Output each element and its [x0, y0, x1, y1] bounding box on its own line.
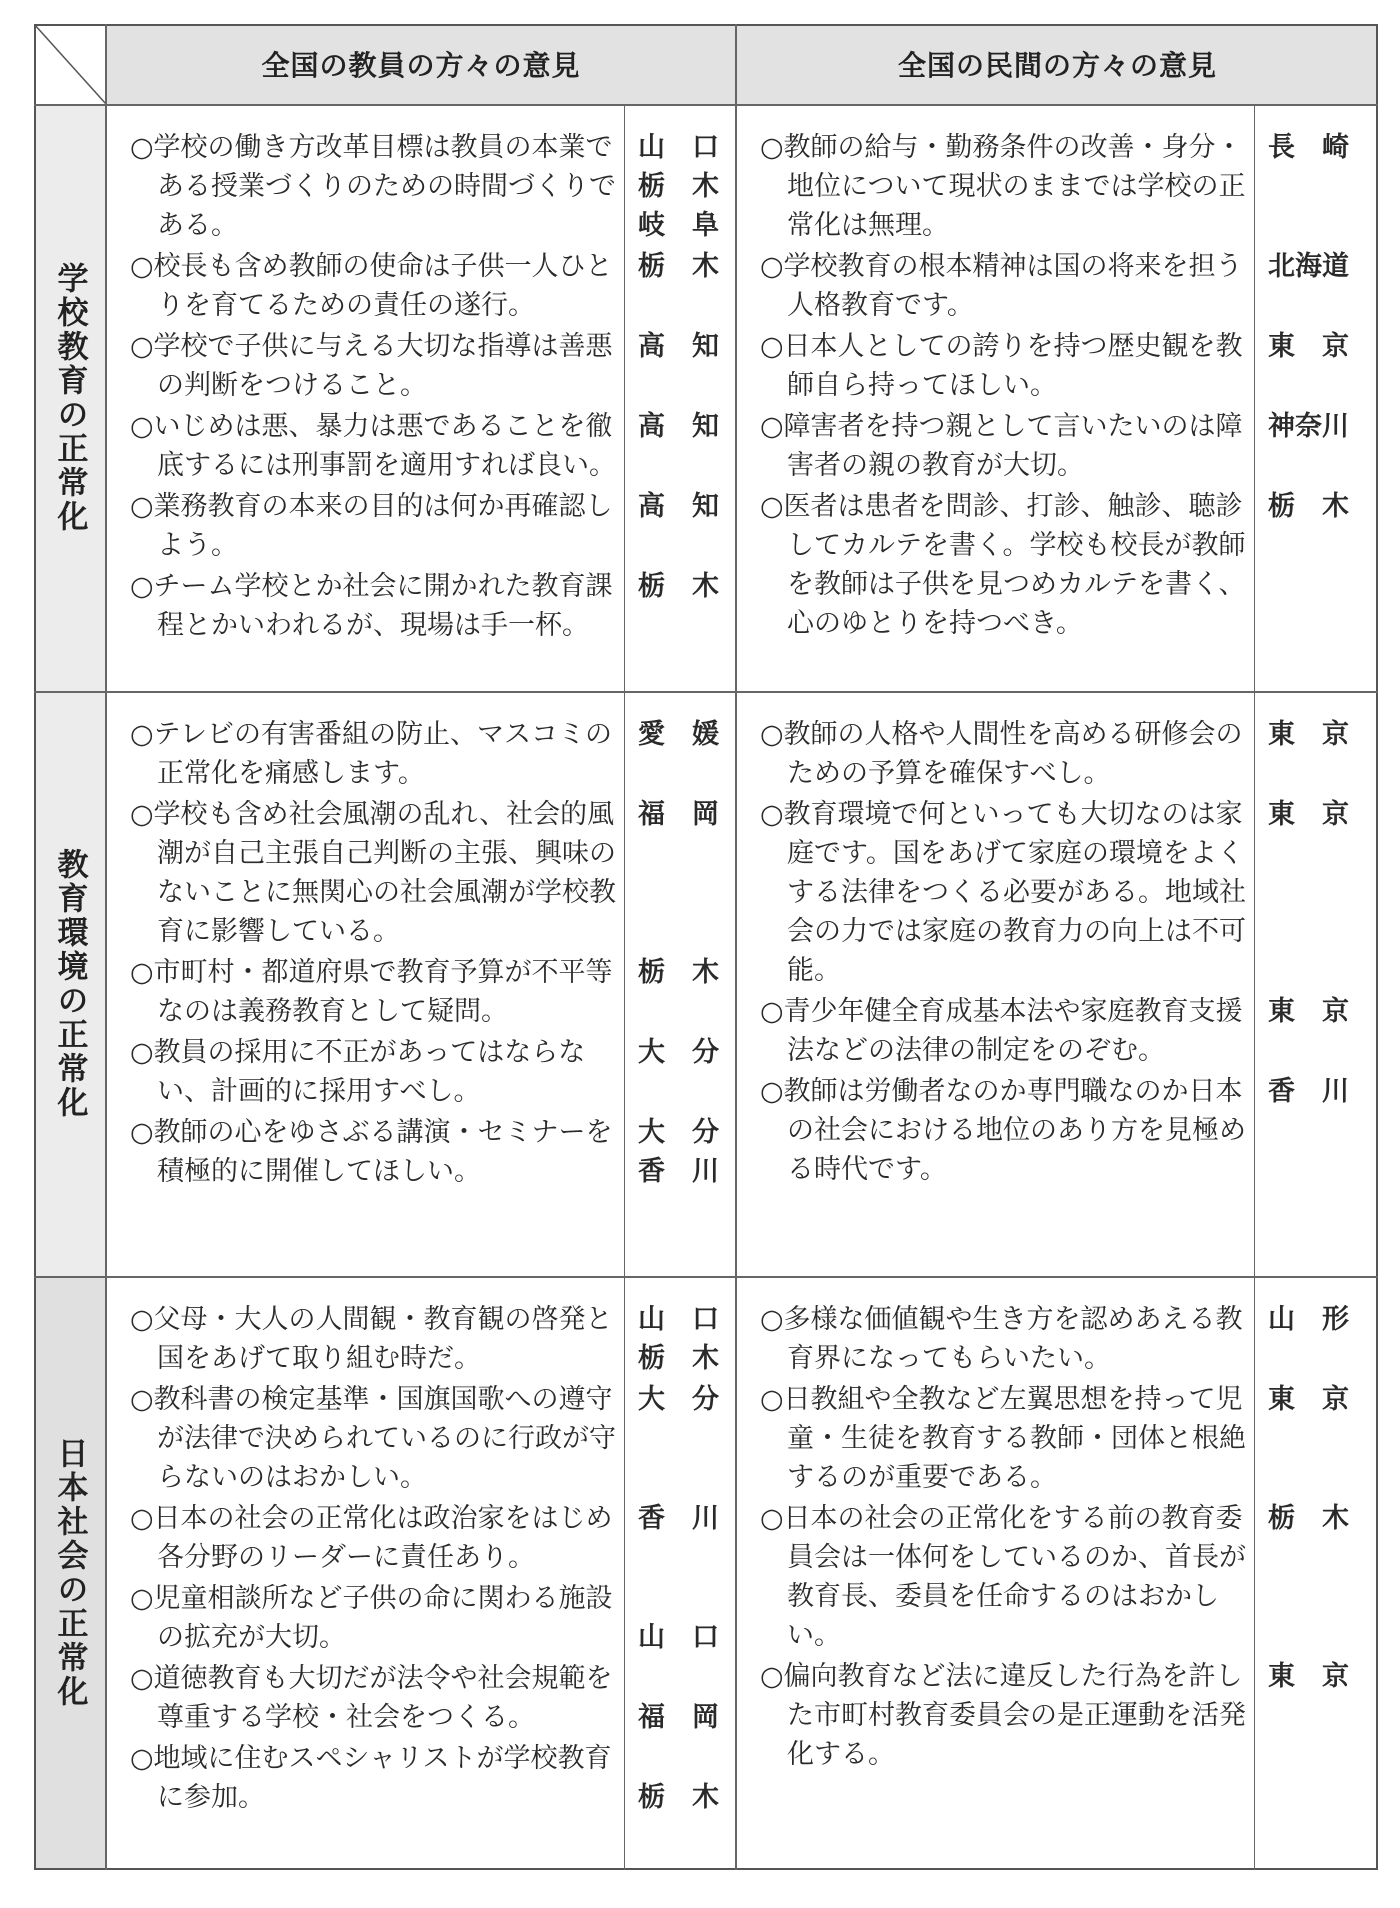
opinion-line: ないことに無関心の社会風潮が学校教 — [130, 877, 616, 908]
opinion-line: よう。 — [130, 530, 238, 561]
prefecture-label: 栃 木 — [638, 171, 719, 202]
civil-opinion-item — [760, 1499, 1246, 1655]
opinion-line: ○日本の社会の正常化は政治家をはじめ — [130, 1503, 613, 1534]
prefecture-label: 栃 木 — [638, 1782, 719, 1813]
opinion-line: ○教科書の検定基準・国旗国歌への遵守 — [130, 1384, 613, 1415]
divider-center — [735, 24, 737, 1870]
opinion-line: 法などの法律の制定をのぞむ。 — [760, 1035, 1165, 1066]
prefecture-label: 香 川 — [638, 1503, 719, 1534]
opinion-line: い、計画的に採用すべし。 — [130, 1076, 481, 1107]
opinion-line: の判断をつけること。 — [130, 370, 427, 401]
opinion-line: ○日本人としての誇りを持つ歴史観を教 — [760, 331, 1243, 362]
opinion-line: 員会は一体何をしているのか、首長が — [760, 1542, 1246, 1573]
opinion-line: ○教師の心をゆさぶる講演・セミナーを — [130, 1117, 613, 1148]
prefecture-label: 大 分 — [638, 1117, 719, 1148]
prefecture-label: 福 岡 — [638, 799, 719, 830]
opinion-line: ○日教組や全教など左翼思想を持って児 — [760, 1384, 1243, 1415]
opinion-line: 育界になってもらいたい。 — [760, 1343, 1111, 1374]
civil-opinion-item — [760, 1380, 1246, 1497]
opinion-line: の社会における地位のあり方を見極め — [760, 1115, 1246, 1146]
divider-header — [34, 104, 1378, 106]
prefecture-label: 神奈川 — [1268, 411, 1349, 442]
teacher-opinion-item — [130, 1579, 613, 1657]
divider-civil-pref — [1254, 104, 1255, 1870]
teacher-opinion-item — [130, 1499, 613, 1577]
civil-opinion-item — [760, 247, 1243, 325]
prefecture-label: 東 京 — [1268, 719, 1349, 750]
teacher-opinion-item — [130, 953, 613, 1031]
teacher-opinion-item — [130, 327, 613, 405]
prefecture-label: 岐 阜 — [638, 210, 719, 241]
opinion-line: ○学校で子供に与える大切な指導は善悪 — [130, 331, 613, 362]
civil-opinion-item — [760, 407, 1243, 485]
prefecture-label: 大 分 — [638, 1037, 719, 1068]
opinion-line: ○校長も含め教師の使命は子供一人ひと — [130, 251, 613, 282]
opinion-line: 各分野のリーダーに責任あり。 — [130, 1542, 535, 1573]
opinion-line: ○チーム学校とか社会に開かれた教育課 — [130, 571, 613, 602]
prefecture-label: 山 口 — [638, 1622, 719, 1653]
prefecture-label: 山 口 — [638, 1304, 719, 1335]
opinion-line: ある。 — [130, 210, 238, 241]
opinion-line: ○医者は患者を問診、打診、触診、聴診 — [760, 491, 1243, 522]
opinion-line: ○父母・大人の人間観・教育観の啓発と — [130, 1304, 613, 1335]
opinion-line: してカルテを書く。学校も校長が教師 — [760, 530, 1246, 561]
prefecture-label: 北海道 — [1268, 251, 1349, 282]
civil-opinion-item — [760, 1072, 1246, 1189]
opinion-line: 地位について現状のままでは学校の正 — [760, 171, 1246, 202]
opinion-line: 尊重する学校・社会をつくる。 — [130, 1702, 535, 1733]
civil-opinion-item — [760, 715, 1243, 793]
opinion-line: る時代です。 — [760, 1154, 947, 1185]
opinion-line: ○テレビの有害番組の防止、マスコミの — [130, 719, 613, 750]
opinion-line: 害者の親の教育が大切。 — [760, 450, 1084, 481]
opinion-line: 能。 — [760, 955, 841, 986]
civil-opinion-item — [760, 1657, 1246, 1774]
civil-opinion-item — [760, 128, 1245, 245]
prefecture-label: 香 川 — [1268, 1076, 1349, 1107]
opinion-line: の拡充が大切。 — [130, 1622, 346, 1653]
divider-section-2 — [34, 1276, 1378, 1278]
opinion-line: 積極的に開催してほしい。 — [130, 1156, 481, 1187]
opinion-line: ○児童相談所など子供の命に関わる施設 — [130, 1583, 613, 1614]
opinion-line: 潮が自己主張自己判断の主張、興味の — [130, 838, 616, 869]
opinion-line: ○教育環境で何といっても大切なのは家 — [760, 799, 1243, 830]
prefecture-label: 栃 木 — [638, 1343, 719, 1374]
prefecture-label: 高 知 — [638, 411, 719, 442]
section-label-environment: 教育環境の正常化 — [51, 848, 88, 1120]
teacher-opinion-item — [130, 1033, 585, 1111]
civil-opinion-item — [760, 327, 1243, 405]
civil-opinion-item — [760, 992, 1243, 1070]
prefecture-label: 高 知 — [638, 491, 719, 522]
teacher-opinion-item — [130, 1659, 613, 1737]
civil-column-header: 全国の民間の方々の意見 — [897, 49, 1217, 82]
opinion-line: ○いじめは悪、暴力は悪であることを徹 — [130, 411, 613, 442]
teacher-opinion-item — [130, 487, 613, 565]
opinion-line: ○多様な価値観や生き方を認めあえる教 — [760, 1304, 1243, 1335]
opinion-line: する法律をつくる必要がある。地域社 — [760, 877, 1246, 908]
opinion-line: ○市町村・都道府県で教育予算が不平等 — [130, 957, 613, 988]
opinion-line: なのは義務教育として疑問。 — [130, 996, 508, 1027]
opinion-line: ○教師の人格や人間性を高める研修会の — [760, 719, 1243, 750]
opinion-line: 師自ら持ってほしい。 — [760, 370, 1057, 401]
opinion-line: らないのはおかしい。 — [130, 1462, 427, 1493]
prefecture-label: 山 口 — [638, 132, 719, 163]
teacher-opinion-item — [130, 1300, 613, 1378]
civil-opinion-item — [760, 1300, 1243, 1378]
prefecture-label: 長 崎 — [1268, 132, 1349, 163]
teacher-opinion-item — [130, 1380, 616, 1497]
prefecture-label: 栃 木 — [638, 957, 719, 988]
opinion-line: ○日本の社会の正常化をする前の教育委 — [760, 1503, 1243, 1534]
prefecture-label: 栃 木 — [638, 251, 719, 282]
prefecture-label: 東 京 — [1268, 996, 1349, 1027]
opinion-line: 人格教育です。 — [760, 290, 974, 321]
section-label-school: 学校教育の正常化 — [51, 262, 88, 534]
opinion-line: ○教師の給与・勤務条件の改善・身分・ — [760, 132, 1243, 163]
opinion-line: 化する。 — [760, 1739, 895, 1770]
divider-teacher-pref — [624, 104, 625, 1870]
opinion-line: ○学校教育の根本精神は国の将来を担う — [760, 251, 1243, 282]
prefecture-label: 福 岡 — [638, 1702, 719, 1733]
opinion-line: 常化は無理。 — [760, 210, 949, 241]
prefecture-label: 東 京 — [1268, 799, 1349, 830]
opinion-line: ○教員の採用に不正があってはならな — [130, 1037, 586, 1068]
opinion-line: 会の力では家庭の教育力の向上は不可 — [760, 916, 1246, 947]
opinion-line: ○学校の働き方改革目標は教員の本業で — [130, 132, 613, 163]
prefecture-label: 香 川 — [638, 1156, 719, 1187]
opinion-line: ○障害者を持つ親として言いたいのは障 — [760, 411, 1243, 442]
opinion-line: ための予算を確保すべし。 — [760, 758, 1111, 789]
opinion-line: ある授業づくりのための時間づくりで — [130, 171, 616, 202]
opinion-line: ○地域に住むスペシャリストが学校教育 — [130, 1743, 612, 1774]
opinion-line: 童・生徒を教育する教師・団体と根絶 — [760, 1423, 1246, 1454]
civil-opinion-item — [760, 795, 1246, 990]
teacher-opinion-item — [130, 1113, 613, 1191]
opinion-line: を教師は子供を見つめカルテを書く、 — [760, 569, 1246, 600]
section-label-society: 日本社会の正常化 — [51, 1437, 88, 1709]
opinion-line: 教育長、委員を任命するのはおかし — [760, 1581, 1219, 1612]
opinion-line: い。 — [760, 1620, 841, 1651]
opinion-line: ○偏向教育など法に違反した行為を許し — [760, 1661, 1243, 1692]
opinion-line: ○教師は労働者なのか専門職なのか日本 — [760, 1076, 1243, 1107]
prefecture-label: 愛 媛 — [638, 719, 719, 750]
opinion-line: するのが重要である。 — [760, 1462, 1057, 1493]
prefecture-label: 栃 木 — [1268, 491, 1349, 522]
teacher-opinion-item — [130, 1739, 611, 1817]
divider-label-col — [105, 24, 107, 1870]
teacher-column-header: 全国の教員の方々の意見 — [261, 49, 581, 82]
prefecture-label: 大 分 — [638, 1384, 719, 1415]
prefecture-label: 栃 木 — [638, 571, 719, 602]
opinion-line: 育に影響している。 — [130, 916, 400, 947]
opinion-line: 程とかいわれるが、現場は手一杯。 — [130, 610, 589, 641]
opinion-line: ○学校も含め社会風潮の乱れ、社会的風 — [130, 799, 615, 830]
opinion-line: りを育てるための責任の遂行。 — [130, 290, 535, 321]
teacher-opinion-item — [130, 795, 616, 951]
opinion-line: 国をあげて取り組む時だ。 — [130, 1343, 481, 1374]
opinion-line: ○業務教育の本来の目的は何か再確認し — [130, 491, 613, 522]
prefecture-label: 東 京 — [1268, 1661, 1349, 1692]
opinion-line: 底するには刑事罰を適用すれば良い。 — [130, 450, 616, 481]
prefecture-label: 東 京 — [1268, 1384, 1349, 1415]
teacher-opinion-item — [130, 128, 616, 245]
opinion-line: 心のゆとりを持つべき。 — [760, 608, 1083, 639]
teacher-opinion-item — [130, 247, 613, 325]
prefecture-label: 東 京 — [1268, 331, 1349, 362]
divider-section-1 — [34, 691, 1378, 693]
teacher-opinion-item — [130, 715, 612, 793]
prefecture-label: 高 知 — [638, 331, 719, 362]
opinion-line: が法律で決められているのに行政が守 — [130, 1423, 616, 1454]
opinion-line: ○道徳教育も大切だが法令や社会規範を — [130, 1663, 613, 1694]
teacher-opinion-item — [130, 567, 613, 645]
prefecture-label: 山 形 — [1268, 1304, 1349, 1335]
opinion-line: た市町村教育委員会の是正運動を活発 — [760, 1700, 1246, 1731]
opinion-line: 正常化を痛感します。 — [130, 758, 425, 789]
opinion-line: 庭です。国をあげて家庭の環境をよく — [760, 838, 1244, 869]
prefecture-label: 栃 木 — [1268, 1503, 1349, 1534]
teacher-opinion-item — [130, 407, 616, 485]
opinion-line: に参加。 — [130, 1782, 265, 1813]
civil-opinion-item — [760, 487, 1245, 643]
opinion-line: ○青少年健全育成基本法や家庭教育支援 — [760, 996, 1243, 1027]
